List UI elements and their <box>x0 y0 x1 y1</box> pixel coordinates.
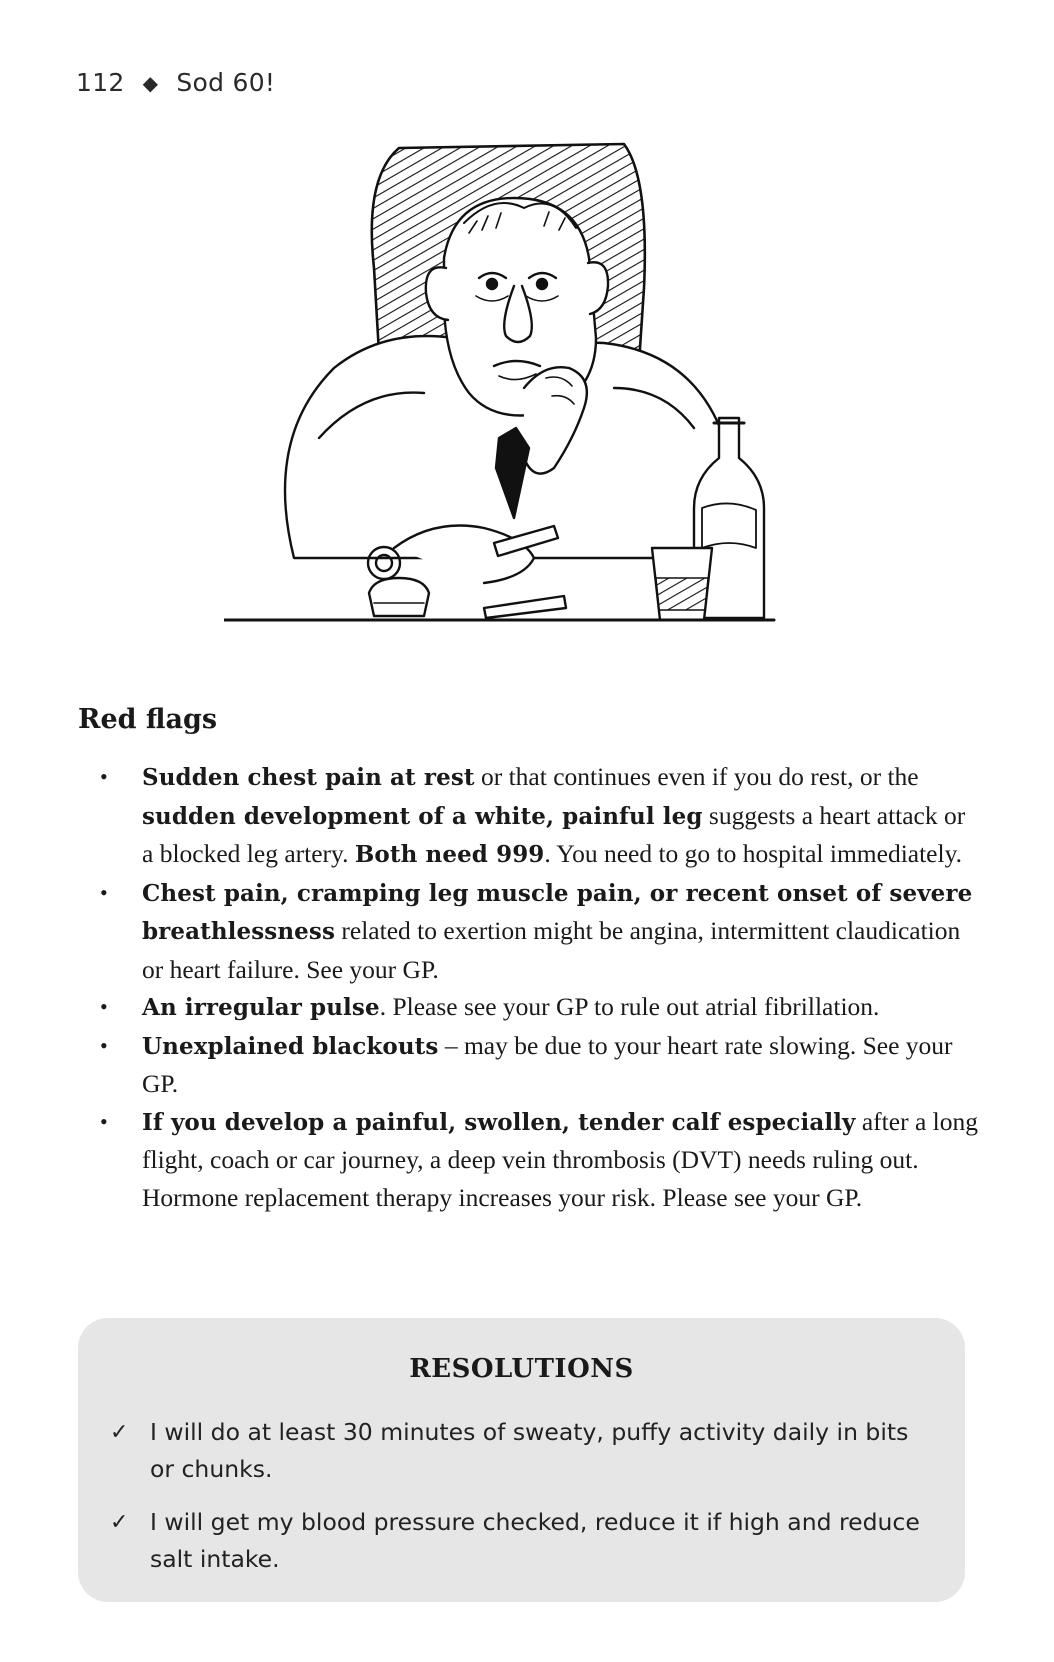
body-text: – may be due to your heart rate slowing. See your GP. <box>142 1030 953 1098</box>
bullet-icon: • <box>100 1032 108 1058</box>
resolution-text: I will do at least 30 minutes of sweaty, puffy activity daily in bits or chunks. <box>150 1418 909 1483</box>
resolutions-title: RESOLUTIONS <box>409 1354 634 1384</box>
bold-text: Both need 999 <box>354 841 545 868</box>
red-flag-item <box>100 758 980 874</box>
body-text: or that continues even if you do rest, or the <box>474 762 919 791</box>
check-mark-icon: ✓ <box>110 1420 129 1445</box>
bullet-icon: • <box>100 879 108 905</box>
bold-text: Chest pain, cramping leg muscle pain, or recent onset of severe breathlessness <box>142 879 973 945</box>
bold-text: Sudden chest pain at rest <box>142 764 475 791</box>
section-heading-red-flags: Red flags <box>78 704 218 735</box>
body-text: related to exertion might be angina, intermittent claudication or heart failure. See your GP. <box>142 916 961 984</box>
diamond-icon: ◆ <box>142 70 159 95</box>
red-flag-item <box>100 1103 980 1217</box>
resolutions-list <box>108 1414 938 1594</box>
cartoon-illustration <box>224 138 824 663</box>
body-text: . Please see your GP to rule out atrial fibrillation. <box>379 992 880 1021</box>
bold-text: Unexplained blackouts <box>142 1032 439 1060</box>
bullet-icon: • <box>100 764 108 789</box>
bold-text: If you develop a painful, swollen, tender calf especially <box>142 1108 856 1136</box>
running-header <box>76 68 275 97</box>
body-text: suggests a heart attack or a blocked leg artery. <box>142 800 966 868</box>
bold-text: An irregular pulse <box>142 994 380 1021</box>
check-mark-icon: ✓ <box>110 1510 129 1535</box>
red-flag-item <box>100 874 980 989</box>
resolution-item <box>108 1414 938 1488</box>
bullet-icon: • <box>100 994 108 1019</box>
resolutions-box <box>78 1318 965 1602</box>
red-flag-item <box>100 988 980 1027</box>
red-flags-list <box>100 758 980 1216</box>
bullet-icon: • <box>100 1108 108 1134</box>
red-flag-item <box>100 1027 980 1103</box>
resolution-text: I will get my blood pressure checked, reduce it if high and reduce salt intake. <box>150 1508 920 1573</box>
body-text: . You need to go to hospital immediately. <box>544 839 963 868</box>
page-number: 112 <box>76 68 125 97</box>
bold-text: sudden development of a white, painful leg <box>142 802 703 830</box>
body-text: after a long flight, coach or car journey, a deep vein thrombosis (DVT) needs ruling out. Hormone replacement therapy increases your risk. Please see your GP. <box>142 1106 978 1212</box>
resolution-item <box>108 1504 938 1578</box>
book-title: Sod 60! <box>176 68 276 97</box>
